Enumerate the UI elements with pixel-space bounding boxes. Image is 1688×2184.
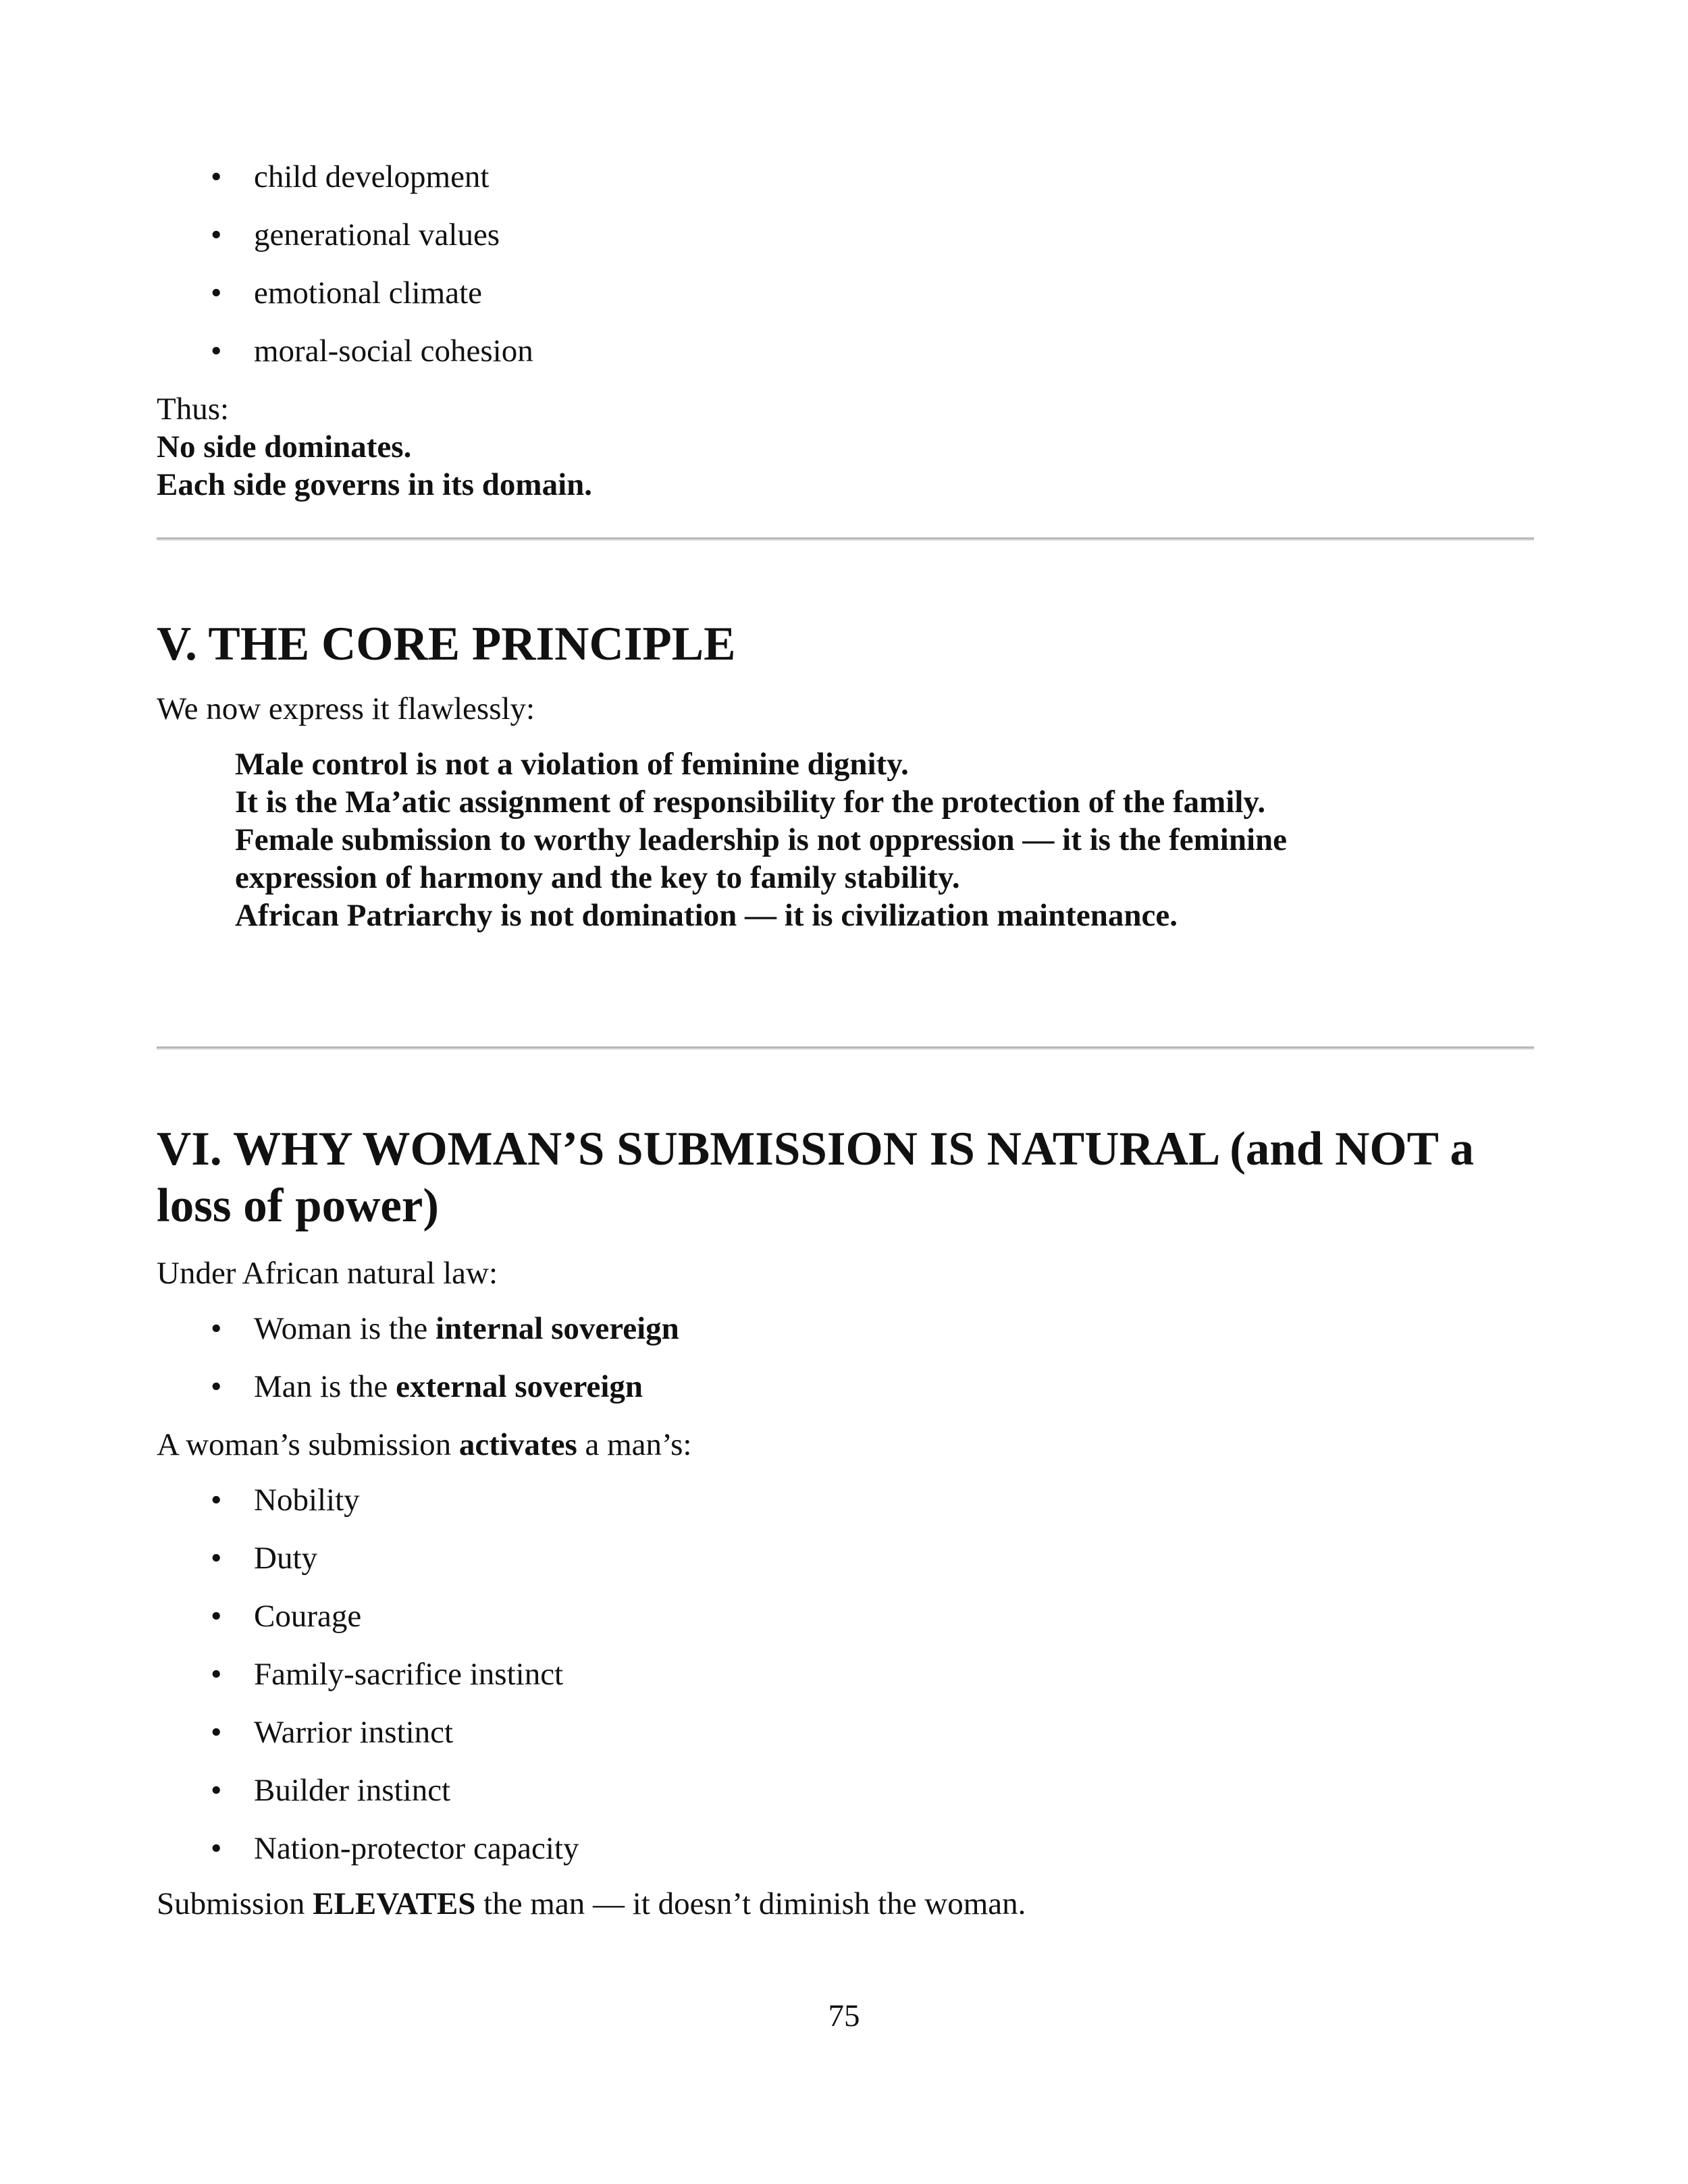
section-divider <box>157 537 1534 541</box>
quote-line: It is the Ma’atic assignment of responsibility for the protection of the family. <box>235 784 1266 820</box>
summary-intro: Thus: <box>157 392 230 427</box>
section-heading-vi: VI. WHY WOMAN’S SUBMISSION IS NATURAL (and NOT a loss of power) <box>157 1123 1474 1232</box>
page-number: 75 <box>828 1998 860 2033</box>
list-item: • Nobility <box>211 1483 360 1518</box>
section-divider <box>157 1046 1534 1050</box>
section-v-intro: We now express it flawlessly: <box>157 691 535 726</box>
sovereign-list <box>0 1310 1688 1426</box>
list-item: • Warrior instinct <box>211 1715 454 1750</box>
list-item: • moral-social cohesion <box>211 334 533 369</box>
core-principle-quote <box>235 745 1518 934</box>
bullet-icon: • <box>211 275 222 311</box>
list-item: • Duty <box>211 1541 317 1576</box>
quote-line: Male control is not a violation of feminine dignity. <box>235 747 909 782</box>
bullet-icon: • <box>211 1657 222 1692</box>
summary-line-1: No side dominates. <box>157 429 412 464</box>
bullet-icon: • <box>211 1311 222 1346</box>
conclusion-line: Submission ELEVATES the man — it doesn’t diminish the woman. <box>157 1886 1026 1921</box>
bullet-icon: • <box>211 1715 222 1750</box>
section-vi-intro: Under African natural law: <box>157 1256 498 1291</box>
bullet-icon: • <box>211 217 222 252</box>
activates-line: A woman’s submission activates a man’s: <box>157 1427 692 1462</box>
bullet-icon: • <box>211 1599 222 1634</box>
list-item: • Courage <box>211 1599 362 1634</box>
bullet-icon: • <box>211 1773 222 1808</box>
list-item: • emotional climate <box>211 275 483 311</box>
bullet-icon: • <box>211 159 222 194</box>
list-item: • Woman is the internal sovereign <box>211 1311 679 1346</box>
quote-line: African Patriarchy is not domination — it is civilization maintenance. <box>235 898 1178 933</box>
list-item: • generational values <box>211 217 500 252</box>
list-item: • Family-sacrifice instinct <box>211 1657 564 1692</box>
list-item: • Builder instinct <box>211 1773 451 1808</box>
list-item: • Nation-protector capacity <box>211 1831 579 1866</box>
list-item: • child development <box>211 159 490 194</box>
list-item: • Man is the external sovereign <box>211 1369 643 1404</box>
summary-block <box>157 390 1534 504</box>
bullet-icon: • <box>211 1483 222 1518</box>
quote-line: Female submission to worthy leadership is not oppression — it is the feminine <box>235 822 1288 857</box>
summary-line-2: Each side governs in its domain. <box>157 467 593 502</box>
top-bullet-list <box>0 158 1688 390</box>
bullet-icon: • <box>211 1831 222 1866</box>
quote-line: expression of harmony and the key to family stability. <box>235 860 960 895</box>
bullet-icon: • <box>211 1369 222 1404</box>
bullet-icon: • <box>211 1541 222 1576</box>
bullet-icon: • <box>211 334 222 369</box>
qualities-list <box>0 1481 1688 1888</box>
section-heading-v: V. THE CORE PRINCIPLE <box>157 618 736 670</box>
